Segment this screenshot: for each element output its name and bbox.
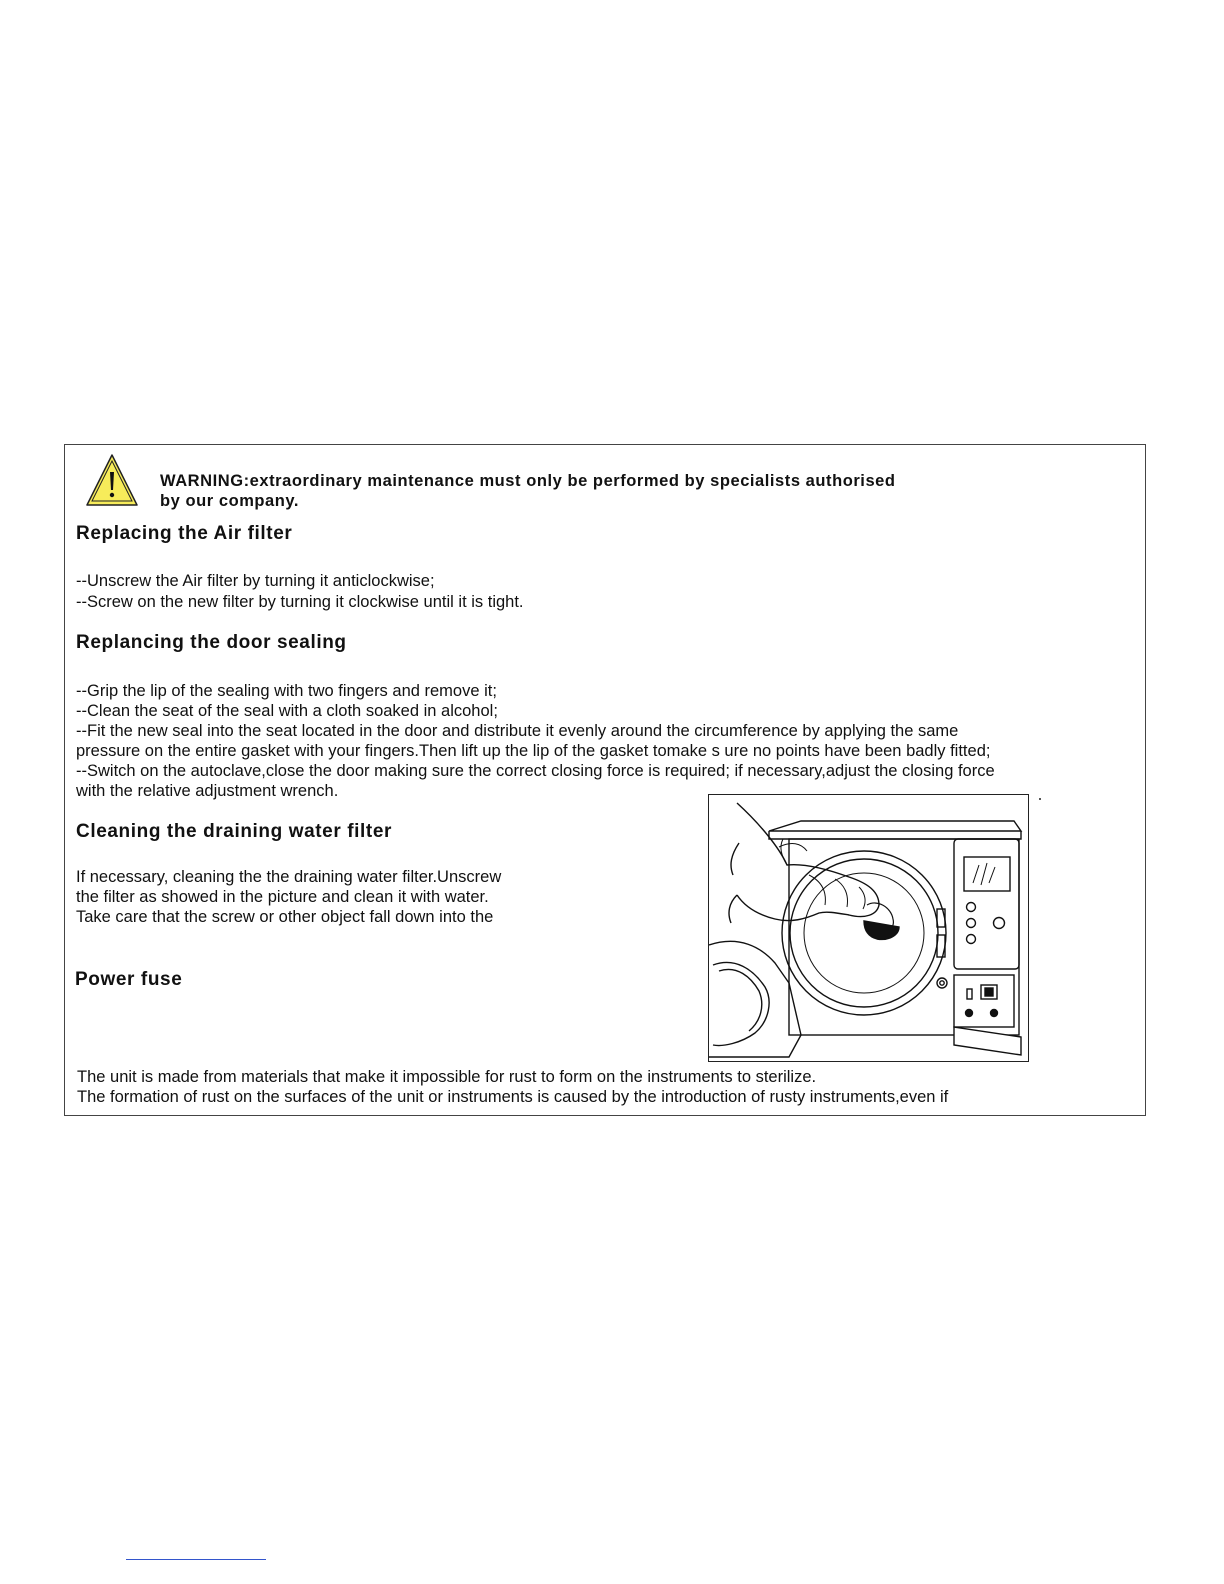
draining-filter-line-2: the filter as showed in the picture and clean it with water. xyxy=(76,888,489,906)
rust-line-1: The unit is made from materials that make it impossible for rust to form on the instruments to sterilize. xyxy=(77,1068,817,1086)
footer-rule xyxy=(126,1559,266,1560)
draining-filter-line-1: If necessary, cleaning the the draining water filter.Unscrew xyxy=(76,868,502,886)
draining-filter-line-3: Take care that the screw or other object fall down into the xyxy=(76,908,494,926)
heading-door-sealing: Replancing the door sealing xyxy=(76,632,347,653)
warning-line-1: WARNING:extraordinary maintenance must only be performed by specialists authorised xyxy=(160,472,896,490)
door-sealing-line-5: --Switch on the autoclave,close the door making sure the correct closing force is required; if necessary,adjust the closing force xyxy=(76,762,995,780)
air-filter-line-2: --Screw on the new filter by turning it clockwise until it is tight. xyxy=(76,593,524,611)
door-sealing-line-6: with the relative adjustment wrench. xyxy=(76,782,339,800)
autoclave-drawing xyxy=(709,795,1029,1062)
rust-line-2: The formation of rust on the surfaces of the unit or instruments is caused by the introduction of rusty instruments,even if xyxy=(77,1088,949,1106)
door-sealing-line-2: --Clean the seat of the seal with a cloth soaked in alcohol; xyxy=(76,702,498,720)
stray-dot xyxy=(1039,798,1041,800)
warning-line-2: by our company. xyxy=(160,492,300,510)
door-sealing-line-1: --Grip the lip of the sealing with two fingers and remove it; xyxy=(76,682,497,700)
air-filter-line-1: --Unscrew the Air filter by turning it anticlockwise; xyxy=(76,572,435,590)
warning-text xyxy=(160,471,896,511)
door-sealing-line-3: --Fit the new seal into the seat located in the door and distribute it evenly around the circumference by applying the same xyxy=(76,722,959,740)
autoclave-illustration xyxy=(708,794,1029,1062)
door-sealing-line-4: pressure on the entire gasket with your fingers.Then lift up the lip of the gasket tomake s ure no points have been badly fitted; xyxy=(76,742,991,760)
heading-power-fuse: Power fuse xyxy=(75,969,183,990)
warning-triangle-icon xyxy=(84,452,140,508)
heading-air-filter: Replacing the Air filter xyxy=(76,523,293,544)
heading-draining-filter: Cleaning the draining water filter xyxy=(76,821,392,842)
